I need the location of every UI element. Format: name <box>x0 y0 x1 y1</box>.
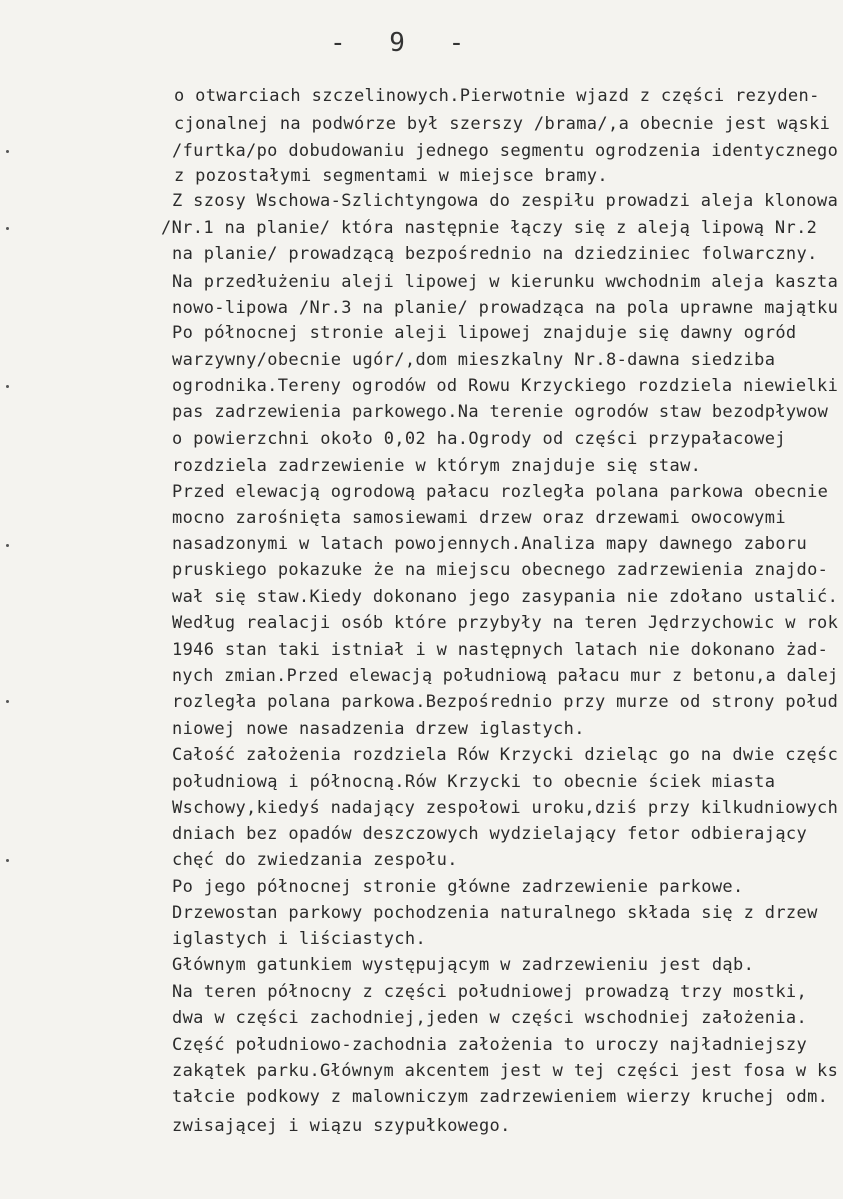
text-line: Głównym gatunkiem występującym w zadrzewieniu jest dąb. <box>172 955 755 975</box>
text-line: Na przedłużeniu aleji lipowej w kierunku wwchodnim aleja kaszta <box>172 272 839 292</box>
text-line: z pozostałymi segmentami w miejsce bramy. <box>174 166 608 186</box>
text-line: nych zmian.Przed elewacją południową pałacu mur z betonu,a dalej <box>172 666 839 686</box>
text-line: dwa w części zachodniej,jeden w części wschodniej założenia. <box>172 1008 808 1028</box>
text-line: 1946 stan taki istniał i w następnych latach nie dokonano żad- <box>172 640 829 660</box>
text-line: Wschowy,kiedyś nadający zespołowi uroku,dziś przy kilkudniowych <box>172 798 839 818</box>
text-line: cjonalnej na podwórze był szerszy /brama/,a obecnie jest wąski <box>174 114 831 134</box>
text-line: o powierzchni około 0,02 ha.Ogrody od części przypałacowej <box>172 429 786 449</box>
text-line: zwisającej i wiązu szypułkowego. <box>172 1116 511 1136</box>
text-line: wał się staw.Kiedy dokonano jego zasypania nie zdołano ustalić. <box>172 587 839 607</box>
text-line: na planie/ prowadzącą bezpośrednio na dziedziniec folwarczny. <box>172 244 818 264</box>
text-line: /Nr.1 na planie/ która następnie łączy się z aleją lipową Nr.2 <box>161 218 818 238</box>
text-line: Część południowo-zachodnia założenia to uroczy najładniejszy <box>172 1035 808 1055</box>
page-number: - 9 - <box>330 28 479 58</box>
text-line: ogrodnika.Tereny ogrodów od Rowu Krzyckiego rozdziela niewielki <box>172 376 839 396</box>
text-line: pas zadrzewienia parkowego.Na terenie ogrodów staw bezodpływow <box>172 402 829 422</box>
text-line: Przed elewacją ogrodową pałacu rozległa polana parkowa obecnie <box>172 482 829 502</box>
text-line: Z szosy Wschowa-Szlichtyngowa do zespiłu prowadzi aleja klonowa <box>172 191 839 211</box>
text-line: chęć do zwiedzania zespołu. <box>172 850 458 870</box>
text-line: niowej nowe nasadzenia drzew iglastych. <box>172 719 585 739</box>
text-line: /furtka/po dobudowaniu jednego segmentu ogrodzenia identycznego <box>172 141 839 161</box>
text-line: iglastych i liściastych. <box>172 929 427 949</box>
text-line: Według realacji osób które przybyły na teren Jędrzychowic w rok <box>172 613 839 633</box>
text-line: tałcie podkowy z malowniczym zadrzewieniem wierzy kruchej odm. <box>172 1087 829 1107</box>
text-line: pruskiego pokazuke że na miejscu obecnego zadrzewienia znajdo- <box>172 560 829 580</box>
text-line: Drzewostan parkowy pochodzenia naturalnego składa się z drzew <box>172 903 818 923</box>
text-line: nowo-lipowa /Nr.3 na planie/ prowadząca na pola uprawne majątku <box>172 298 839 318</box>
text-line: rozległa polana parkowa.Bezpośrednio przy murze od strony połud <box>172 692 839 712</box>
text-line: nasadzonymi w latach powojennych.Analiza mapy dawnego zaboru <box>172 534 808 554</box>
text-line: Po północnej stronie aleji lipowej znajduje się dawny ogród <box>172 323 797 343</box>
text-line: warzywny/obecnie ugór/,dom mieszkalny Nr.8-dawna siedziba <box>172 350 776 370</box>
text-line: Całość założenia rozdziela Rów Krzycki dzieląc go na dwie częśc <box>172 745 839 765</box>
text-line: dniach bez opadów deszczowych wydzielający fetor odbierający <box>172 824 808 844</box>
text-line: południową i północną.Rów Krzycki to obecnie ściek miasta <box>172 772 776 792</box>
text-line: o otwarciach szczelinowych.Pierwotnie wjazd z części rezyden- <box>174 86 820 106</box>
text-line: mocno zarośnięta samosiewami drzew oraz drzewami owocowymi <box>172 508 786 528</box>
text-line: Po jego północnej stronie główne zadrzewienie parkowe. <box>172 877 744 897</box>
text-line: Na teren północny z części południowej prowadzą trzy mostki, <box>172 982 808 1002</box>
text-line: rozdziela zadrzewienie w którym znajduje się staw. <box>172 456 702 476</box>
text-line: zakątek parku.Głównym akcentem jest w tej części jest fosa w ks <box>172 1061 839 1081</box>
